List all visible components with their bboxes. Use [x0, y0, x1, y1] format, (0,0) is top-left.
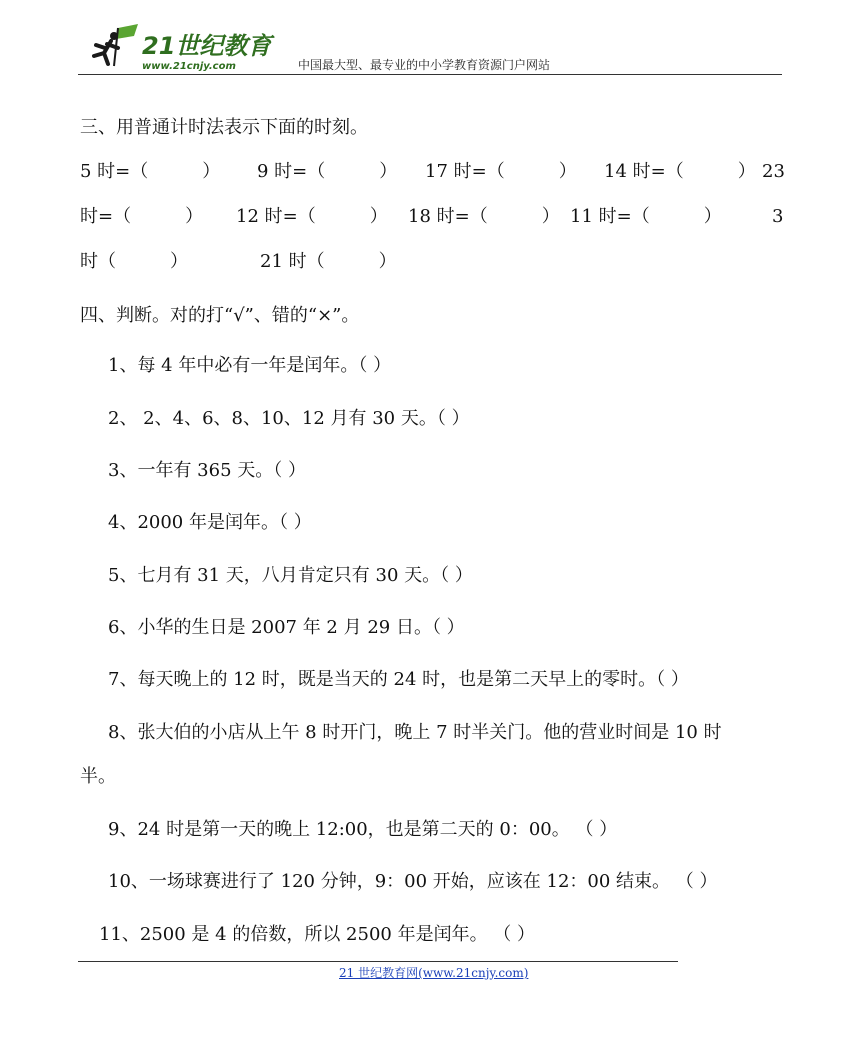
time-item: 21 时（ ） [260, 251, 397, 272]
time-item: 时=（ ） [80, 206, 204, 227]
time-item: 11 时=（ ） [570, 206, 722, 227]
judgement-item: 2、 2、4、6、8、10、12 月有 30 天。（ ） [108, 408, 470, 429]
time-item: 9 时=（ ） [257, 161, 398, 182]
judgement-item: 7、每天晚上的 12 时，既是当天的 24 时，也是第二天早上的零时。（ ） [108, 669, 689, 690]
time-item: 3 [772, 206, 784, 227]
time-item: 14 时=（ ） [604, 161, 756, 182]
time-item: 12 时=（ ） [236, 206, 388, 227]
judgement-item: 5、七月有 31 天，八月肯定只有 30 天。（ ） [108, 565, 473, 586]
page-header [78, 22, 782, 75]
judgement-item: 6、小华的生日是 2007 年 2 月 29 日。（ ） [108, 617, 465, 638]
time-item: 17 时=（ ） [425, 161, 577, 182]
section-4-title: 四、判断。对的打“√”、错的“×”。 [80, 305, 360, 326]
header-tagline: 中国最大型、最专业的中小学教育资源门户网站 [298, 58, 551, 72]
judgement-item: 4、2000 年是闰年。（ ） [108, 512, 312, 533]
section-3-title: 三、用普通计时法表示下面的时刻。 [80, 117, 368, 138]
judgement-item-continuation: 半。 [80, 766, 116, 787]
footer-link[interactable]: 21 世纪教育网(www.21cnjy.com) [339, 966, 529, 980]
judgement-item: 3、一年有 365 天。（ ） [108, 460, 306, 481]
judgement-item: 8、张大伯的小店从上午 8 时开门，晚上 7 时半关门。他的营业时间是 10 时 [108, 722, 722, 743]
logo-21cnjy [78, 22, 283, 72]
time-item: 时（ ） [80, 251, 188, 272]
judgement-item: 11、2500 是 4 的倍数，所以 2500 年是闰年。 （ ） [99, 924, 536, 945]
footer-divider [78, 961, 678, 962]
judgement-item: 10、一场球赛进行了 120 分钟，9：00 开始，应该在 12：00 结束。 （ ） [108, 871, 718, 892]
logo-text: 21世纪教育 [142, 32, 272, 60]
judgement-item: 9、24 时是第一天的晚上 12:00，也是第二天的 0：00。 （ ） [108, 819, 618, 840]
judgement-item: 1、每 4 年中必有一年是闰年。（ ） [108, 355, 392, 376]
logo-url: www.21cnjy.com [142, 61, 236, 72]
time-item: 5 时=（ ） [80, 161, 221, 182]
time-item: 18 时=（ ） [408, 206, 560, 227]
time-item: 23 [762, 161, 785, 182]
